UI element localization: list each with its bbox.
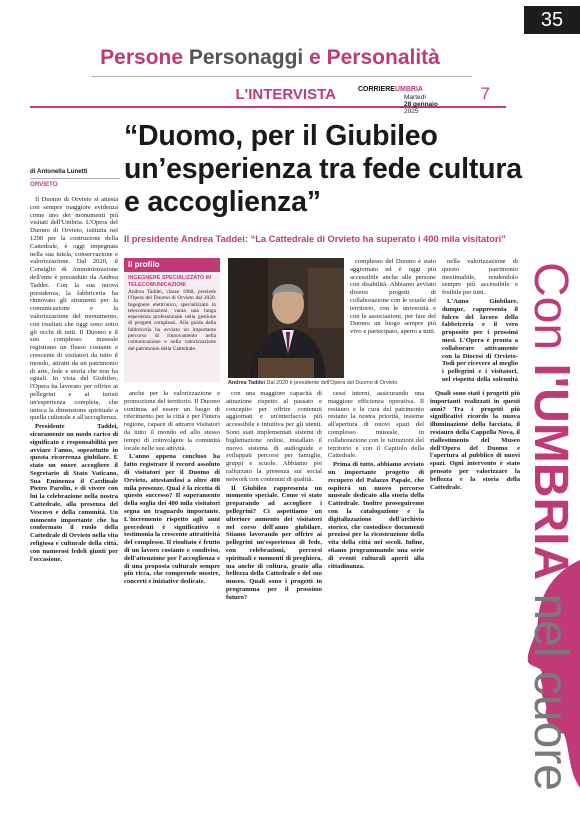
- section-title-personaggi: Personaggi: [188, 46, 304, 69]
- newspaper-brand: [358, 86, 423, 93]
- side-banner-nel-cuore: nel cuore: [524, 593, 577, 791]
- brand-umbria: UMBRIA: [394, 86, 423, 93]
- article-column-2: [124, 390, 220, 810]
- profile-box: [124, 258, 220, 382]
- portrait-photo: [228, 258, 344, 378]
- column-2-question: L'anno appena concluso ha fatto registrare il record assoluto di visitatori per il Duomo di Orvieto, attestandosi a oltre 400 mila presenze. Qual è la ricetta di questo successo? Il superamento della soglia dei 400 mila visitatori segna un traguardo importante. L'incremento rispetto agli anni precedenti è significativo e testimonia la crescente attrattività del complesso. Il risultato è frutto di un lavoro costante e condiviso, dell'attenzione per l'accoglienza e di una proposta culturale sempre più ricca, che comprende mostre, concerti e iniziative dedicate.: [124, 453, 220, 586]
- article-column-5b: [430, 390, 520, 810]
- section-divider: [92, 76, 472, 77]
- side-banner-con: Con: [524, 262, 577, 351]
- profile-lead: INGEGNERE SPECIALIZZATO IN TELECOMUNICAZIONI: [128, 275, 212, 288]
- section-title-personalita: Personalità: [326, 46, 440, 69]
- byline-divider: [30, 178, 120, 179]
- issue-day: Martedì: [404, 94, 427, 101]
- column-3-paragraph: con una maggiore capacità di attrazione rispetto al passato e concepito per offrire contenuti aggiornati e un'interfaccia più accessibile e intuitiva per gli utenti. Sono stati implementati sistemi di bigliettazione online, installato il nuovo sistema di audioguide e sviluppati percorsi per famiglie, gruppi e scuole. Abbiamo poi rafforzato la presenza sui social network con contenuti di qualità.: [226, 390, 322, 483]
- section-title-persone: Persone: [100, 46, 184, 69]
- issue-date-text: 28 gennaio: [404, 101, 438, 108]
- kicker-bar: [30, 84, 506, 115]
- column-4-paragraph: cessi interni, assicurando una maggiore efficienza operativa. Il restauro e la cura del patrimonio restano la nostra priorità, insieme all'apertura di nuovi spazi del complesso museale, in collaborazione con le istituzioni del territorio e con il Capitolo della Cattedrale.: [328, 390, 424, 460]
- dateline-place: ORVIETO: [30, 181, 58, 188]
- newspaper-masthead: [358, 84, 490, 115]
- section-title-e: e: [309, 46, 321, 69]
- profile-body: Andrea Taddei, classe 1960, presiede l'Opera del Duomo di Orvieto dal 2020. Ingegnere elettronico, specializzato in telecomunicazioni, vanta una lunga esperienza professionale nella gestione di progetti complessi. Alla guida della fabbriceria ha avviato un importante percorso di rinnovamento nella comunicazione e nella valorizzazione del patrimonio della Cattedrale.: [128, 289, 216, 352]
- article-byline: [30, 168, 120, 189]
- article-column-4: [328, 390, 424, 810]
- article-column-6: [442, 258, 518, 384]
- column-2-paragraph: anche per la valorizzazione e promozione del territorio. Il Duomo continua ad essere un luogo di riferimento per la città e per l'intera regione, capace di attrarre visitatori da tutto il mondo ed allo stesso tempo di coinvolgere la comunità locale nelle sue attività.: [124, 390, 220, 452]
- article-column-3: [226, 390, 322, 810]
- masthead-page: 7: [480, 84, 490, 103]
- column-5-paragraph: complesso del Duomo è stato aggiornato ed è oggi più accessibile anche alle persone con disabilità. Abbiamo avviato diversi progetti di collaborazione con le scuole del territorio, con le università e con le associazioni, per fare del Duomo un luogo sempre più vivo e partecipato, aperto a tutti.: [350, 258, 436, 336]
- article-column-5: [350, 258, 436, 384]
- issue-year: 2025: [404, 108, 419, 115]
- portrait-illustration: [228, 258, 344, 378]
- section-title: [0, 46, 540, 70]
- photo-caption-text: Dal 2020 è presidente dell'Opera del Duomo di Orvieto: [266, 380, 398, 386]
- issue-date: [404, 94, 438, 115]
- profile-title: Il profilo: [124, 258, 220, 272]
- article-headline: “Duomo, per il Giubileo un’esperienza tra fede cultura e accoglienza”: [124, 120, 522, 218]
- side-banner: [518, 210, 580, 810]
- photo-caption-name: Andrea Taddei: [228, 380, 266, 386]
- column-4-question: Prima di tutto, abbiamo avviato un importante progetto di recupero del Palazzo Papale, che ospiterà un nuovo percorso museale dedicato alla storia della Cattedrale. Inoltre proseguiremo con la catalogazione e la digitalizzazione dell'archivio storico, che custodisce documenti preziosi per la ricostruzione della vita della città nei secoli. Infine, stiamo programmando una serie di eventi culturali aperti alla cittadinanza.: [328, 461, 424, 570]
- column-6-paragraph: nella valorizzazione di questo patrimonio inestimabile, rendendolo sempre più accessibile e fruibile per tutti.: [442, 258, 518, 297]
- column-6-question: L'Anno Giubilare, dunque, rappresenta il fulcro del lavoro della fabbriceria e il vero proposito per i prossimi mesi. L'Opera è pronta a collaborare attivamente con la Diocesi di Orvieto-Todi per ricevere al meglio i pellegrini e i visitatori, nel rispetto della solennità: [442, 297, 518, 383]
- column-3-question: Il Giubileo rappresenta un momento speciale. Come vi state preparando ad accogliere i pellegrini? Ci aspettiamo un ulteriore aumento dei visitatori nel corso dell'anno giubilare. Stiamo lavorando per offrire ai pellegrini un'esperienza di fede, con celebrazioni, percorsi spirituali e momenti di preghiera, ma anche di cultura, grazie alla bellezza della Cattedrale e del suo museo. Quali sono i progetti in programma per il prossimo futuro?: [226, 484, 322, 601]
- brand-corriere: CORRIERE: [358, 86, 395, 93]
- side-banner-text: [524, 262, 577, 791]
- column-1-paragraph: Il Duomo di Orvieto si attesta con sempre maggiore evidenza come uno dei monumenti più visitati dell'Umbria. L'Opera del Duomo di Orvieto, istituita nel 1290 per la costruzione della Cattedrale, è oggi impegnata nella sua tutela, conservazione e valorizzazione. Dal 2020, il Consiglio di Amministrazione dell'ente è presieduto da Andrea Taddei. Con la sua nuova presidenza, la fabbriceria ha rinnovato gli strumenti per la comunicazione e la valorizzazione del monumento, con risultati che oggi sono sotto gli occhi di tutti. Il Duomo e il suo complesso museale registrano un flusso costante e crescente di visitatori da tutto il mondo, attratti da un patrimonio di arte, fede e storia che non ha eguali. In vista del Giubileo, l'Opera ha lavorato per offrire ai pellegrini e ai turisti un'esperienza completa, che unisca la dimensione spirituale a quella culturale e all'accoglienza.: [30, 196, 118, 422]
- side-banner-umbria: UMBRIA: [524, 388, 577, 581]
- column-5b-question: Quali sono stati i progetti più importanti realizzati in questi anni? Tra i progetti più significativi ricordo la nuova illuminazione della facciata, il restauro della Cappella Nova, il riallestimento del Museo dell'Opera del Duomo e l'apertura al pubblico di nuovi spazi. Ogni intervento è stato pensato per valorizzare la bellezza e la storia della Cattedrale.: [430, 390, 520, 491]
- article-subhead: Il presidente Andrea Taddei: “La Cattedrale di Orvieto ha superato i 400 mila visitatori”: [124, 234, 506, 244]
- author-name: di Antonella Lunetti: [30, 168, 88, 175]
- article-column-1: [30, 196, 118, 810]
- side-banner-l: l': [524, 363, 577, 389]
- kicker-label: L'INTERVISTA: [235, 86, 336, 103]
- column-1-question: Presidente Taddei, sicuramente un modo carico di significato e responsabilità per avviare l'anno, soprattutto in questa ricorrenza giubilare. È stato un onore accogliere il Segretario di Stato Vaticano, Sua Eminenza il Cardinale Pietro Parolin, e di vivere con lui la celebrazione nella nostra Cattedrale, alla presenza del Vescovo e della comunità. Un momento importante che ha confermato il ruolo della Cattedrale di Orvieto nella vita religiosa e culturale della città, con numerosi fedeli giunti per l'occasione.: [30, 423, 118, 563]
- page-number: 35: [524, 6, 580, 34]
